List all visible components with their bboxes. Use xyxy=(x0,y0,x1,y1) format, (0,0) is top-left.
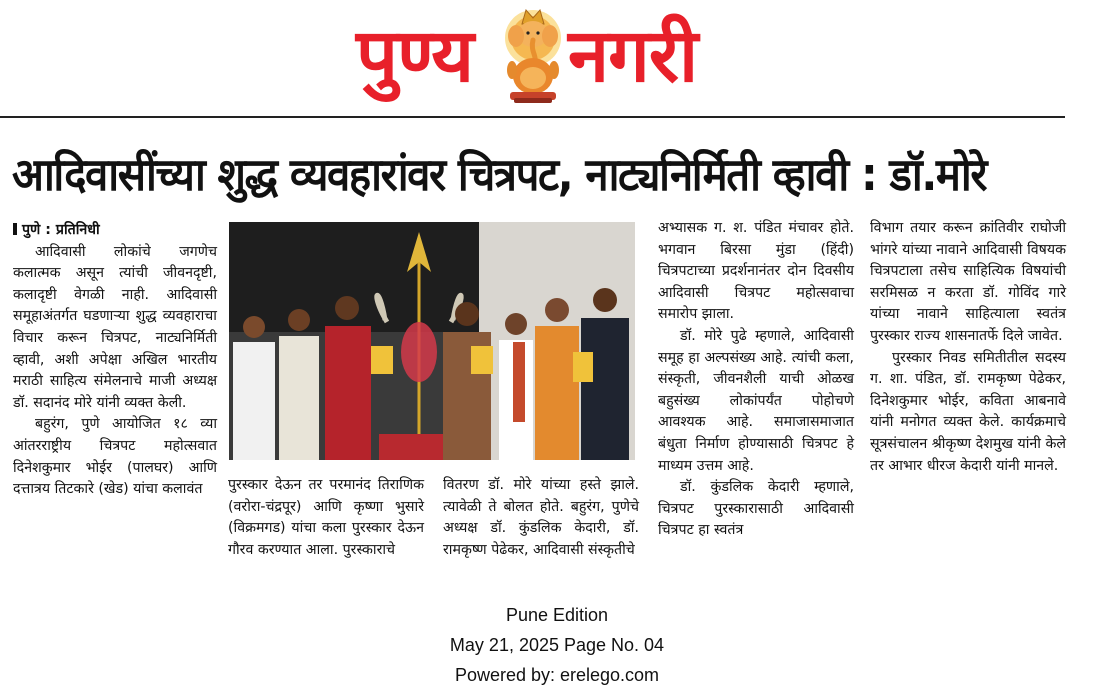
ganesha-emblem-icon xyxy=(500,4,566,104)
masthead xyxy=(0,0,1116,112)
paragraph: वितरण डॉ. मोरे यांच्या हस्ते झाले. त्यावेळी ते बोलत होते. बहुरंग, पुणेचे अध्यक्ष डॉ. कुंडलिक केदारी, डॉ. रामकृष्ण पेढेकर, आदिवासी संस्कृतीचे xyxy=(443,477,639,558)
paragraph: आदिवासी लोकांचे जगणेच कलात्मक असून त्यांची जीवनदृष्टी, कलादृष्टी वेगळी नाही. आदिवासी समूहाअंतर्गत घडणाऱ्या शुद्ध व्यवहाराचा विचार करून चित्रपट, नाट्यनिर्मिती व्हावी, अशी अपेक्षा अखिल भारतीय मराठी साहित्य संमेलनाचे माजी अध्यक्ष डॉ. सदानंद मोरे यांनी व्यक्त केली. xyxy=(13,243,217,411)
dateline-text: पुणे : प्रतिनिधी xyxy=(22,222,100,238)
article-column-3 xyxy=(443,475,639,561)
article-column-1 xyxy=(13,220,217,501)
masthead-rule xyxy=(0,116,1065,118)
article-column-2 xyxy=(228,475,424,561)
paragraph: विभाग तयार करून क्रांतिवीर राघोजी भांगरे यांच्या नावाने आदिवासी विषयक चित्रपटाला तसेच साहित्यिक विषयांची सरमिसळ न करता डॉ. गोविंद गारे यांच्या नावाने साहित्याला स्वतंत्र पुरस्कार राज्य शासनातर्फे दिले जावेत. xyxy=(870,220,1066,344)
edition-date-page: May 21, 2025 Page No. 04 xyxy=(449,635,665,655)
brand-name-left: पुण्य xyxy=(356,13,474,99)
paragraph: डॉ. कुंडलिक केदारी म्हणाले, चित्रपट पुरस्कारासाठी आदिवासी चित्रपट हा स्वतंत्र xyxy=(658,479,854,539)
paragraph: बहुरंग, पुणे आयोजित १८ व्या आंतरराष्ट्रीय चित्रपट महोत्सवात दिनेशकुमार भोईर (पालघर) आणि दत्तात्रय तिटकारे (खेड) यांचा कलावंत xyxy=(13,416,217,498)
powered-by-link[interactable]: Powered by: erelego.com xyxy=(454,665,660,685)
article-column-4 xyxy=(658,218,854,542)
article-headline: आदिवासींच्या शुद्ध व्यवहारांवर चित्रपट, नाट्यनिर्मिती व्हावी : डॉ.मोरे xyxy=(12,148,987,201)
dateline xyxy=(13,220,217,242)
edition-footer xyxy=(357,600,757,690)
paragraph: पुरस्कार निवड समितीतील सदस्य ग. शा. पंडित, डॉ. रामकृष्ण पेढेकर, दिनेशकुमार भोईर, कविता आबनावे यांनी मनोगत व्यक्त केले. कार्यक्रमाचे सूत्रसंचालन श्रीकृष्ण देशमुख यांनी केले तर आभार धीरज केदारी यांनी मानले. xyxy=(870,349,1066,474)
paragraph: अभ्यासक ग. श. पंडित मंचावर होते. भगवान बिरसा मुंडा (हिंदी) चित्रपटाच्या प्रदर्शनानंतर दोन दिवसीय आदिवासी चित्रपट महोत्सवाचा समारोप झाला. xyxy=(658,220,854,323)
article-column-5 xyxy=(870,218,1066,477)
dateline-bar-icon xyxy=(13,223,17,235)
award-ceremony-photo xyxy=(229,222,635,460)
photo-illustration xyxy=(229,222,635,460)
paragraph: डॉ. मोरे पुढे म्हणाले, आदिवासी समूह हा अल्पसंख्य आहे. त्यांची कला, संस्कृती, जीवनशैली याची ओळख बहुसंख्य लोकांपर्यंत पोहोचणे आवश्यक आहे. समाजासमाजात बंधुता निर्माण होण्यासाठी चित्रपट हे माध्यम उत्तम आहे. xyxy=(658,327,854,474)
brand-name-right: नगरी xyxy=(568,13,698,99)
paragraph: पुरस्कार देऊन तर परमानंद तिराणिक (वरोरा-चंद्रपूर) आणि कृष्णा भुसारे (विक्रमगड) यांचा कला पुरस्कार देऊन गौरव करण्यात आला. पुरस्काराचे xyxy=(228,477,424,558)
edition-name: Pune Edition xyxy=(505,605,609,625)
